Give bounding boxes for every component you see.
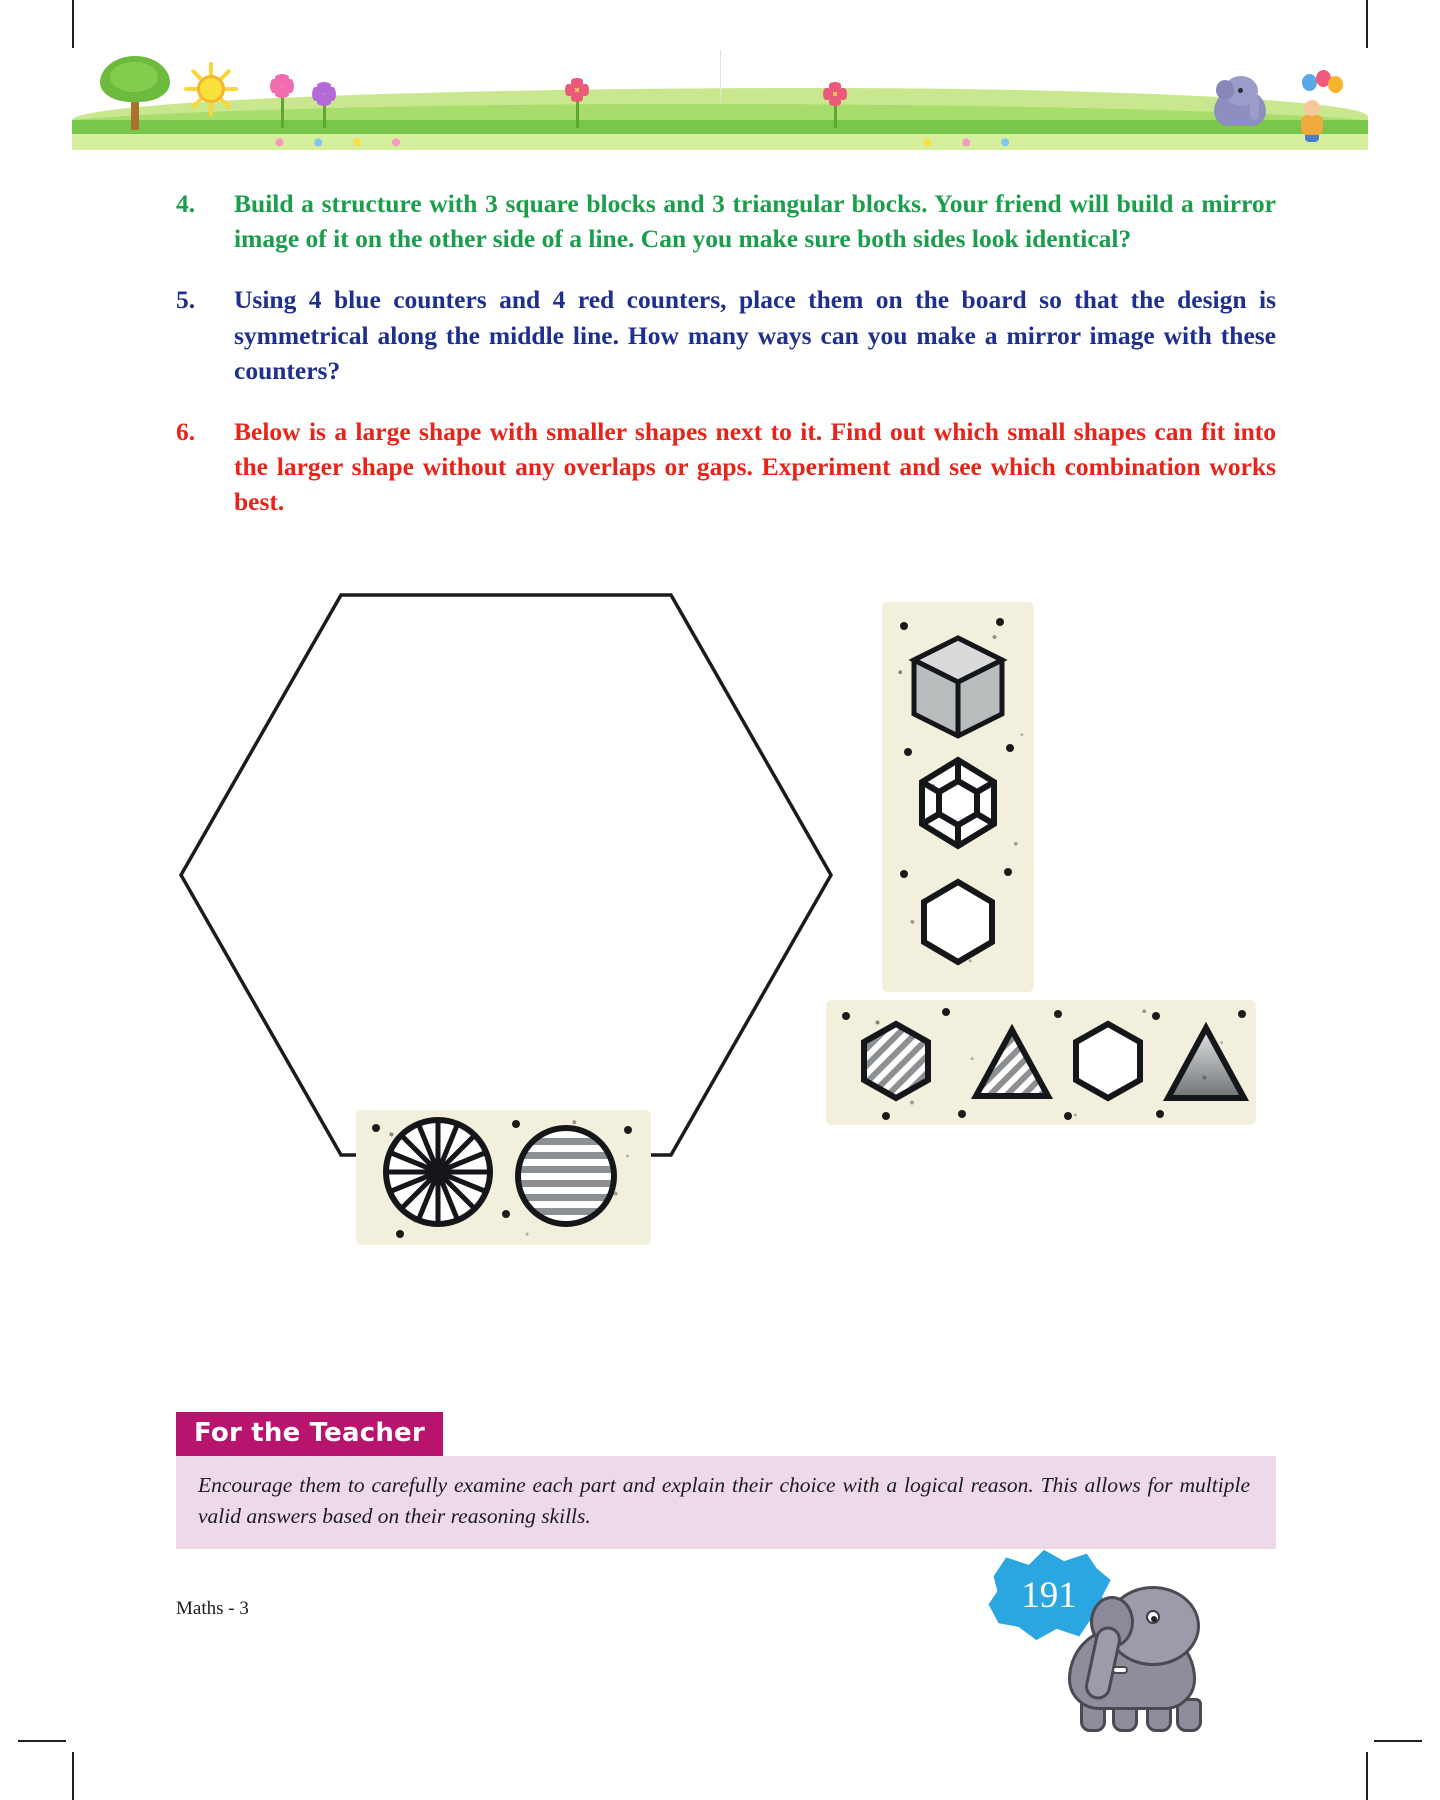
circles-photo bbox=[356, 1110, 651, 1245]
vertical-blocks-photo bbox=[882, 602, 1034, 992]
teacher-note-tab: For the Teacher bbox=[176, 1412, 443, 1456]
flower-icon bbox=[312, 82, 336, 128]
banner-flower-dots bbox=[72, 134, 1368, 148]
trim-mark-left bbox=[18, 1740, 66, 1742]
trim-mark-bottom-right bbox=[1366, 1752, 1368, 1800]
flower-icon bbox=[566, 78, 588, 128]
question-item bbox=[176, 186, 1276, 256]
banner-child-icon bbox=[1296, 100, 1328, 142]
banner-grass-strip bbox=[72, 120, 1368, 134]
question-number: 4. bbox=[176, 189, 196, 218]
flower-icon bbox=[824, 82, 846, 128]
question-text: Below is a large shape with smaller shapes next to it. Find out which small shapes can fit into the larger shape without any overlaps or gaps. Experiment and see which combination works best. bbox=[234, 416, 1276, 517]
question-item bbox=[176, 414, 1276, 520]
page-number: 191 bbox=[1021, 1574, 1077, 1616]
banner-center-divider bbox=[720, 50, 721, 102]
question-number: 6. bbox=[176, 416, 196, 446]
large-hexagon-shape bbox=[176, 590, 836, 1160]
teacher-note-body: Encourage them to carefully examine each part and explain their choice with a logical reason. This allows for multiple valid answers based on their reasoning skills. bbox=[176, 1456, 1276, 1549]
garden-banner bbox=[72, 50, 1368, 150]
footer-book-label: Maths - 3 bbox=[176, 1598, 249, 1619]
flower-icon bbox=[270, 74, 294, 128]
question-text: Build a structure with 3 square blocks and 3 triangular blocks. Your friend will build a mirror image of it on the other side of a line. Can you make sure both sides look identical? bbox=[234, 189, 1276, 254]
sun-icon bbox=[184, 62, 238, 116]
trim-mark-right bbox=[1374, 1740, 1422, 1742]
question-item bbox=[176, 282, 1276, 388]
teacher-note bbox=[176, 1412, 1276, 1549]
banner-elephant-icon bbox=[1210, 72, 1272, 134]
tree-icon bbox=[100, 56, 170, 130]
elephant-mascot bbox=[1050, 1570, 1230, 1750]
horizontal-blocks-photo bbox=[826, 1000, 1256, 1125]
shape-figure bbox=[176, 580, 1296, 1370]
trim-mark-top-left bbox=[72, 0, 74, 48]
trim-mark-top-right bbox=[1366, 0, 1368, 48]
question-text: Using 4 blue counters and 4 red counters, place them on the board so that the design is symmetrical along the middle line. How many ways can you make a mirror image with these counters? bbox=[234, 285, 1276, 385]
question-number: 5. bbox=[176, 285, 196, 315]
question-list bbox=[176, 186, 1276, 546]
trim-mark-bottom-left bbox=[72, 1752, 74, 1800]
